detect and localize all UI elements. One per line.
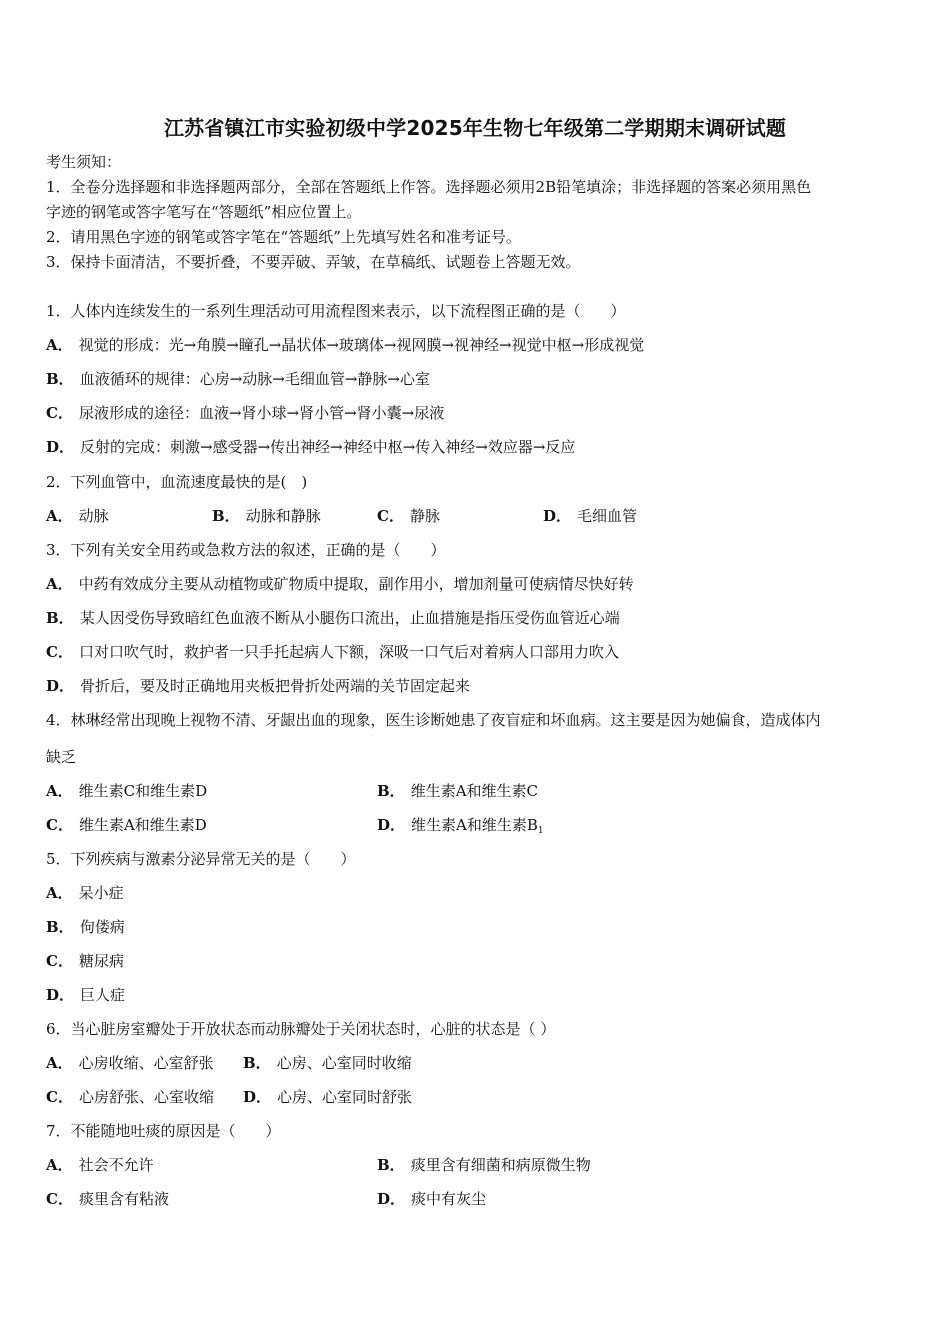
- option-letter: C．: [46, 816, 73, 834]
- option-text: 毛细血管: [577, 507, 638, 525]
- option-letter: B．: [212, 507, 240, 525]
- q3-option-b[interactable]: [46, 608, 620, 628]
- q7-option-a[interactable]: [46, 1155, 154, 1175]
- option-text: 维生素A和维生素D: [78, 816, 207, 834]
- option-letter: A．: [46, 575, 73, 593]
- option-letter: B．: [243, 1054, 271, 1072]
- option-text: 视觉的形成：光→角膜→瞳孔→晶状体→玻璃体→视网膜→视神经→视觉中枢→形成视觉: [78, 336, 645, 354]
- notice-item-1b: 字迹的钢笔或答字笔写在“答题纸”相应位置上。: [46, 203, 362, 221]
- option-letter: A．: [46, 1156, 73, 1174]
- option-text: 维生素A和维生素C: [410, 782, 538, 800]
- option-text: 痰里含有细菌和病原微生物: [410, 1156, 591, 1174]
- q5-option-b[interactable]: [46, 917, 125, 937]
- option-letter: C．: [46, 1088, 73, 1106]
- question-7-stem: 7．不能随地吐痰的原因是（ ）: [46, 1122, 281, 1140]
- q1-option-d[interactable]: [46, 437, 575, 457]
- q5-option-d[interactable]: [46, 985, 125, 1005]
- q3-option-a[interactable]: [46, 574, 634, 594]
- option-text: 痰中有灰尘: [411, 1190, 487, 1208]
- option-text: 骨折后，要及时正确地用夹板把骨折处两端的关节固定起来: [80, 677, 471, 695]
- question-1-stem: 1．人体内连续发生的一系列生理活动可用流程图来表示，以下流程图正确的是（ ）: [46, 302, 626, 320]
- q7-option-b[interactable]: [377, 1155, 591, 1175]
- option-text: 动脉和静脉: [245, 507, 321, 525]
- option-letter: D．: [543, 507, 572, 525]
- option-text: 维生素A和维生素B: [411, 816, 538, 834]
- q4-option-d[interactable]: [377, 815, 544, 841]
- option-letter: D．: [377, 1190, 406, 1208]
- q3-option-d[interactable]: [46, 676, 470, 696]
- option-text: 心房、心室同时收缩: [276, 1054, 412, 1072]
- option-text: 反射的完成：刺激→感受器→传出神经→神经中枢→传入神经→效应器→反应: [80, 438, 576, 456]
- option-text: 心房、心室同时舒张: [277, 1088, 413, 1106]
- option-letter: C．: [46, 643, 73, 661]
- option-letter: A．: [46, 507, 73, 525]
- question-5-stem: 5．下列疾病与激素分泌异常无关的是（ ）: [46, 850, 356, 868]
- subscript: 1: [537, 826, 544, 836]
- option-letter: C．: [46, 404, 73, 422]
- option-letter: A．: [46, 884, 73, 902]
- q6-option-c[interactable]: [46, 1087, 214, 1107]
- option-letter: C．: [46, 952, 73, 970]
- q2-option-a[interactable]: [46, 506, 109, 526]
- option-text: 痰里含有粘液: [78, 1190, 169, 1208]
- option-letter: B．: [377, 782, 405, 800]
- option-letter: C．: [377, 507, 404, 525]
- option-text: 尿液形成的途径：血液→肾小球→肾小管→肾小囊→尿液: [78, 404, 445, 422]
- option-text: 口对口吹气时，救护者一只手托起病人下额，深吸一口气后对着病人口部用力吹入: [78, 643, 619, 661]
- option-text: 社会不允许: [78, 1156, 154, 1174]
- option-letter: B．: [46, 370, 74, 388]
- option-text: 某人因受伤导致暗红色血液不断从小腿伤口流出，止血措施是指压受伤血管近心端: [79, 609, 620, 627]
- notice-heading: 考生须知：: [46, 153, 122, 171]
- option-letter: C．: [46, 1190, 73, 1208]
- question-6-stem: 6．当心脏房室瓣处于开放状态而动脉瓣处于关闭状态时，心脏的状态是（ ）: [46, 1020, 556, 1038]
- option-text: 心房收缩、心室舒张: [78, 1054, 214, 1072]
- q7-option-c[interactable]: [46, 1189, 169, 1209]
- option-letter: D．: [46, 438, 75, 456]
- option-letter: D．: [46, 986, 75, 1004]
- option-text: 血液循环的规律：心房→动脉→毛细血管→静脉→心室: [79, 370, 430, 388]
- question-4-stem-cont: 缺乏: [46, 748, 77, 766]
- option-text: 糖尿病: [78, 952, 124, 970]
- q2-option-b[interactable]: [212, 506, 321, 526]
- q4-option-c[interactable]: [46, 815, 207, 835]
- q6-option-a[interactable]: [46, 1053, 214, 1073]
- q2-option-d[interactable]: [543, 506, 637, 526]
- option-text: 静脉: [409, 507, 440, 525]
- notice-item-3: 3．保持卡面清洁，不要折叠，不要弄破、弄皱，在草稿纸、试题卷上答题无效。: [46, 253, 581, 271]
- option-text: 动脉: [78, 507, 109, 525]
- q1-option-a[interactable]: [46, 335, 644, 355]
- option-letter: D．: [46, 677, 75, 695]
- option-letter: B．: [46, 918, 74, 936]
- q4-option-a[interactable]: [46, 781, 207, 801]
- question-4-stem: 4．林琳经常出现晚上视物不清、牙龈出血的现象，医生诊断她患了夜盲症和坏血病。这主要是因为她偏食，造成体内: [46, 711, 821, 729]
- option-letter: A．: [46, 336, 73, 354]
- question-2-stem: 2．下列血管中，血流速度最快的是( ): [46, 473, 308, 491]
- notice-item-1a: 1．全卷分选择题和非选择题两部分，全部在答题纸上作答。选择题必须用2B铅笔填涂；非选择题的答案必须用黑色: [46, 178, 812, 196]
- option-text: 中药有效成分主要从动植物或矿物质中提取，副作用小，增加剂量可使病情尽快好转: [78, 575, 634, 593]
- q4-option-b[interactable]: [377, 781, 538, 801]
- q5-option-c[interactable]: [46, 951, 124, 971]
- q1-option-b[interactable]: [46, 369, 430, 389]
- option-text: 呆小症: [78, 884, 124, 902]
- page-title: 江苏省镇江市实验初级中学2025年生物七年级第二学期期末调研试题: [163, 116, 787, 140]
- notice-item-2: 2．请用黑色字迹的钢笔或答字笔在“答题纸”上先填写姓名和准考证号。: [46, 228, 521, 246]
- q2-option-c[interactable]: [377, 506, 440, 526]
- q7-option-d[interactable]: [377, 1189, 486, 1209]
- option-letter: A．: [46, 1054, 73, 1072]
- option-letter: D．: [243, 1088, 272, 1106]
- option-letter: A．: [46, 782, 73, 800]
- q6-option-d[interactable]: [243, 1087, 412, 1107]
- option-letter: B．: [377, 1156, 405, 1174]
- option-text: 巨人症: [80, 986, 126, 1004]
- q6-option-b[interactable]: [243, 1053, 412, 1073]
- option-letter: B．: [46, 609, 74, 627]
- option-text: 维生素C和维生素D: [78, 782, 208, 800]
- option-text: 心房舒张、心室收缩: [78, 1088, 214, 1106]
- q1-option-c[interactable]: [46, 403, 444, 423]
- q3-option-c[interactable]: [46, 642, 619, 662]
- question-3-stem: 3．下列有关安全用药或急救方法的叙述，正确的是（ ）: [46, 541, 446, 559]
- q5-option-a[interactable]: [46, 883, 124, 903]
- option-letter: D．: [377, 816, 406, 834]
- option-text: 佝偻病: [79, 918, 125, 936]
